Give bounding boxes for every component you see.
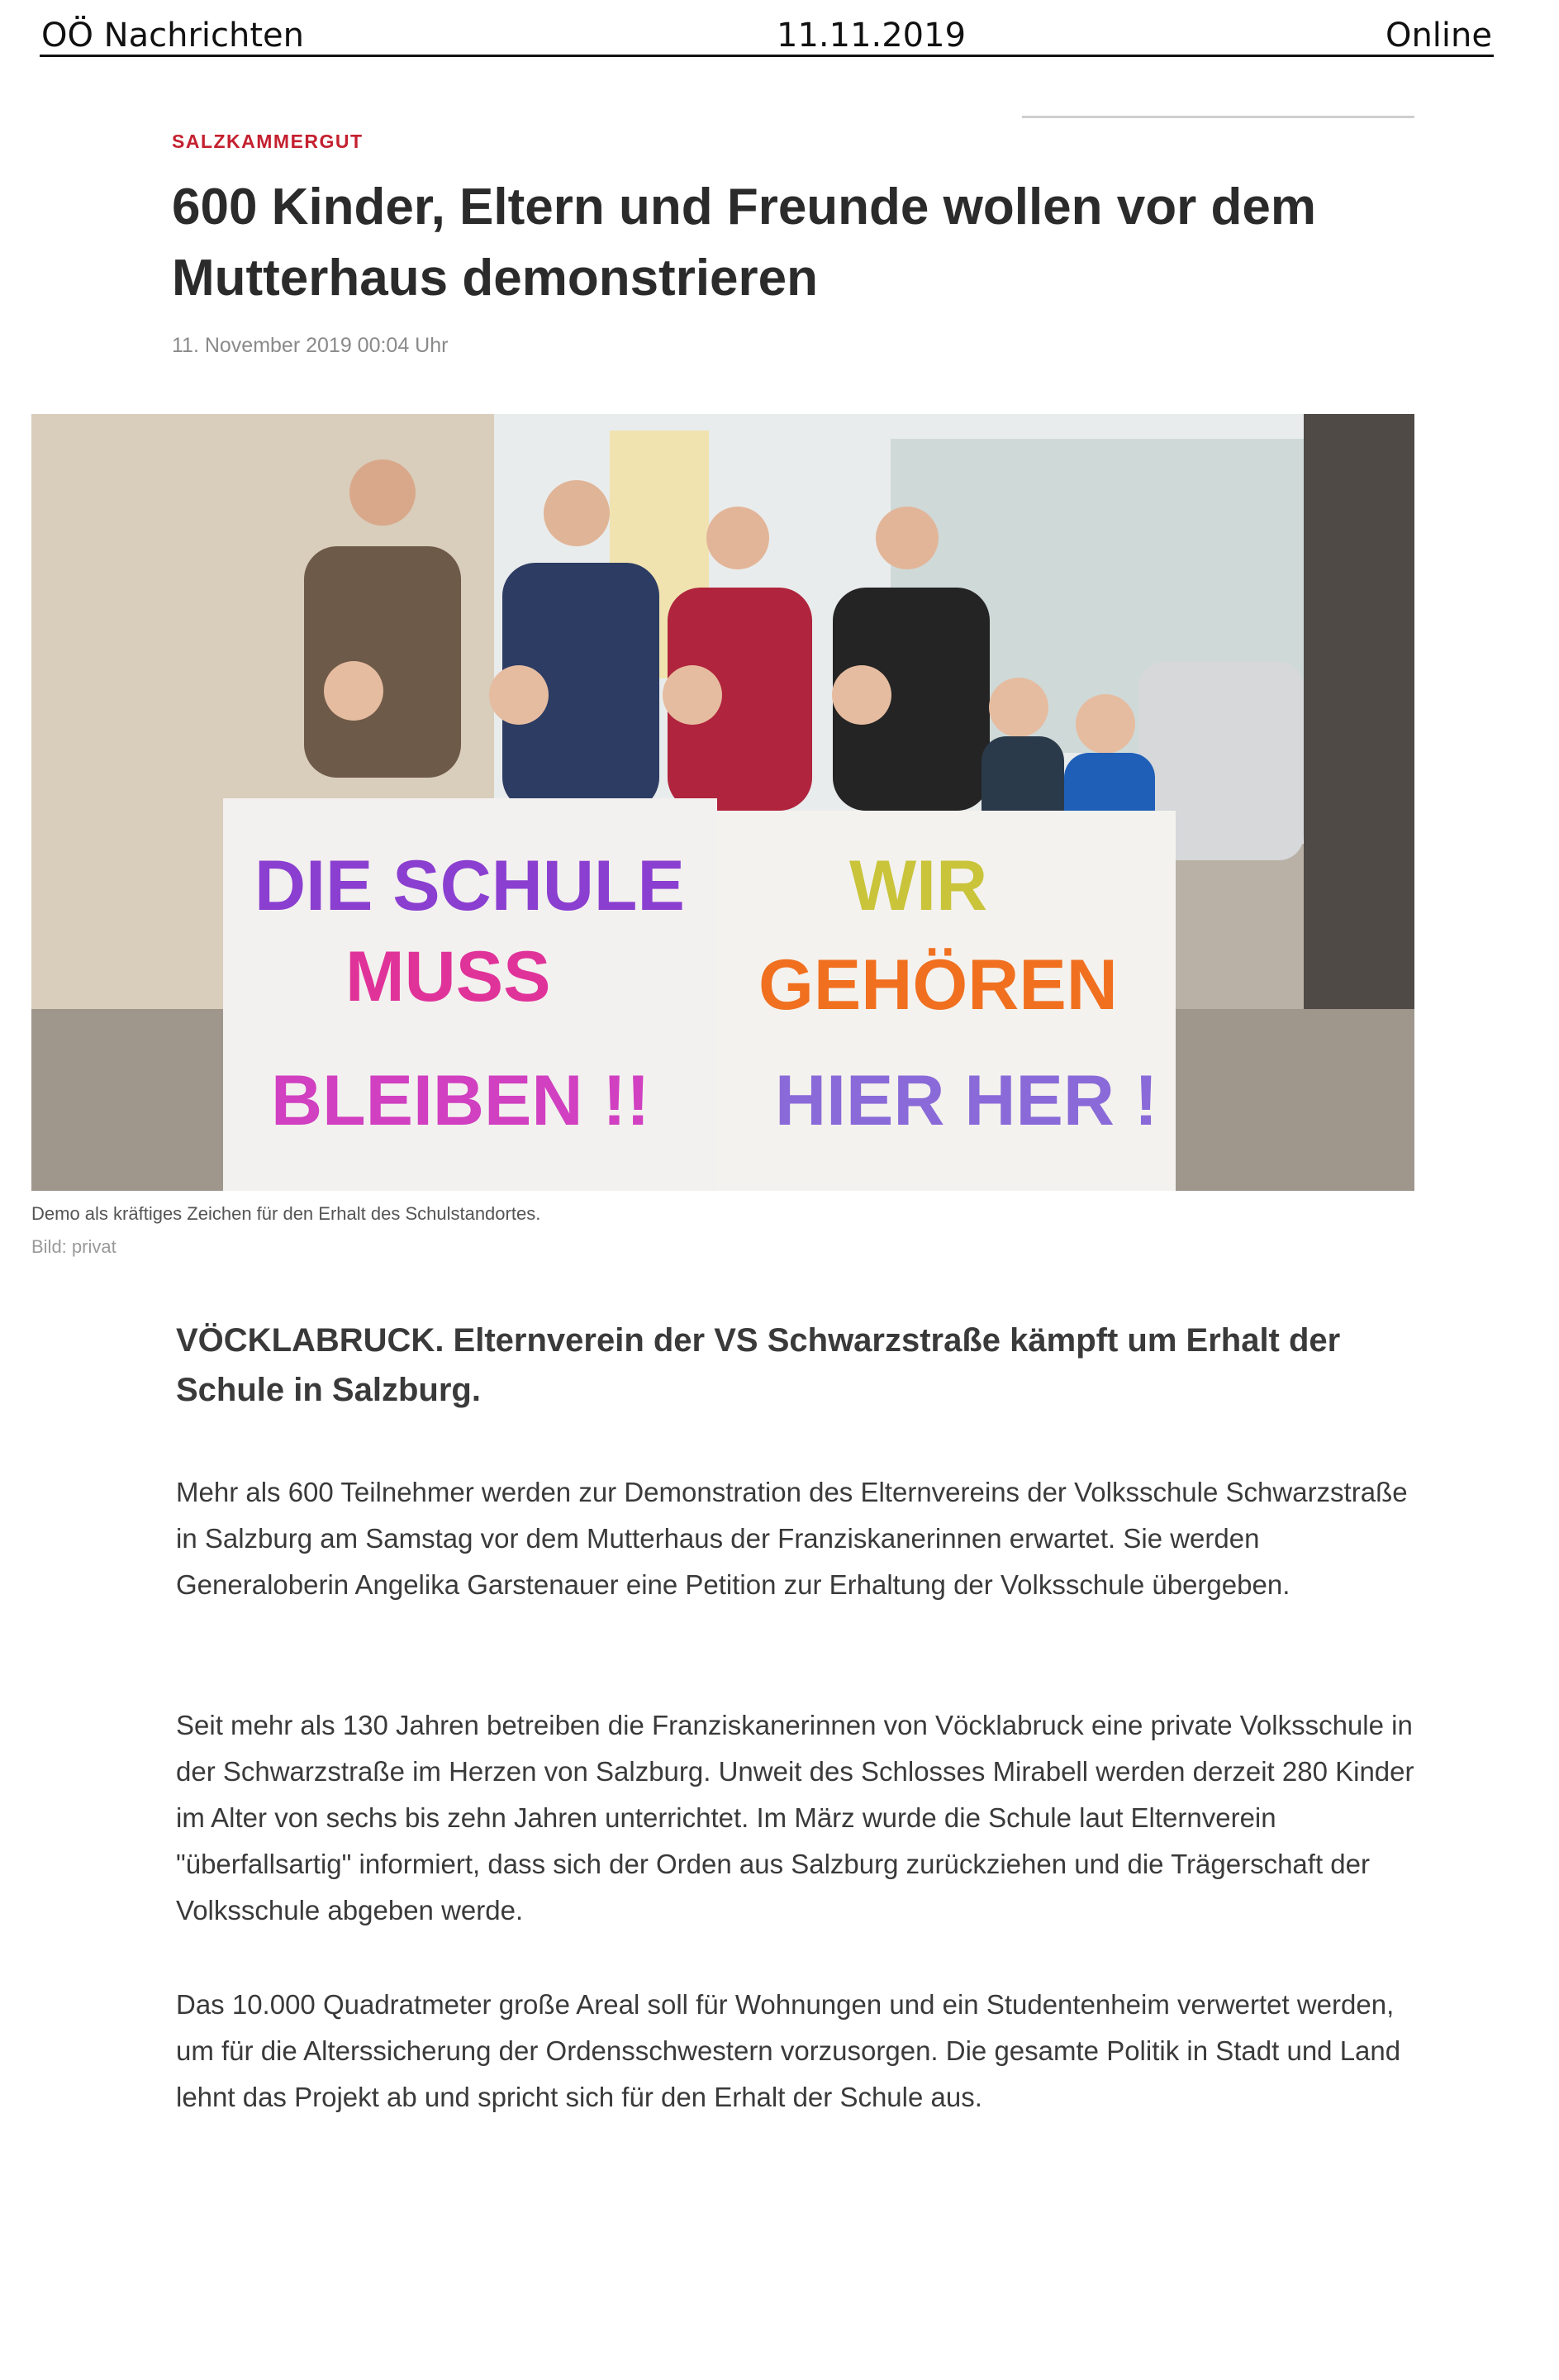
article-photo (31, 414, 1414, 1191)
article-dateline: 11. November 2019 00:04 Uhr (172, 334, 449, 357)
photo-caption: Demo als kräftiges Zeichen für den Erhalt des Schulstandortes. (31, 1203, 541, 1224)
source-name: OÖ Nachrichten (41, 17, 305, 55)
article-paragraph: Seit mehr als 130 Jahren betreiben die Franziskanerinnen von Vöcklabruck eine private Volksschule in der Schwarzstraße im Herzen von Salzburg. Unweit des Schlosses Mirabell werden derzeit 280 Kinder im Alter von sechs bis zehn Jahren unterrichtet. Im März wurde die Schule laut Elternverein "überfallsartig" informiert, dass sich der Orden aus Salzburg zurückziehen und die Trägerschaft der Volksschule abgeben werde. (176, 1710, 1414, 1925)
svg-text:DIE SCHULE: DIE SCHULE (254, 846, 685, 926)
svg-text:GEHÖREN: GEHÖREN (758, 945, 1118, 1025)
section-kicker: SALZKAMMERGUT (172, 131, 364, 152)
article-paragraph: Das 10.000 Quadratmeter große Areal soll für Wohnungen und ein Studentenheim verwertet werden, um für die Alterssicherung der Ordensschwestern vorzusorgen. Die gesamte Politik in Stadt und Land lehnt das Projekt ab und spricht sich für den Erhalt der Schule aus. (176, 1989, 1401, 2112)
article-lead: VÖCKLABRUCK. Elternverein der VS Schwarzstraße kämpft um Erhalt der Schule in Salzburg. (176, 1322, 1341, 1408)
photo-credit: Bild: privat (31, 1236, 116, 1257)
svg-text:MUSS: MUSS (345, 937, 551, 1016)
top-divider (1022, 116, 1414, 118)
article-paragraph: Mehr als 600 Teilnehmer werden zur Demonstration des Elternvereins der Volksschule Schwarzstraße in Salzburg am Samstag vor dem Mutterhaus der Franziskanerinnen erwartet. Sie werden Generaloberin Angelika Garstenauer eine Petition zur Erhaltung der Volksschule übergeben. (176, 1477, 1408, 1600)
clipping-date: 11.11.2019 (777, 17, 967, 55)
clipping-header (40, 12, 1494, 57)
medium-label: Online (1385, 17, 1492, 55)
svg-text:HIER HER !: HIER HER ! (775, 1061, 1158, 1140)
svg-text:BLEIBEN !!: BLEIBEN !! (271, 1061, 650, 1140)
svg-text:WIR: WIR (849, 846, 988, 926)
article-title: 600 Kinder, Eltern und Freunde wollen vor dem Mutterhaus demonstrieren (172, 178, 1316, 307)
